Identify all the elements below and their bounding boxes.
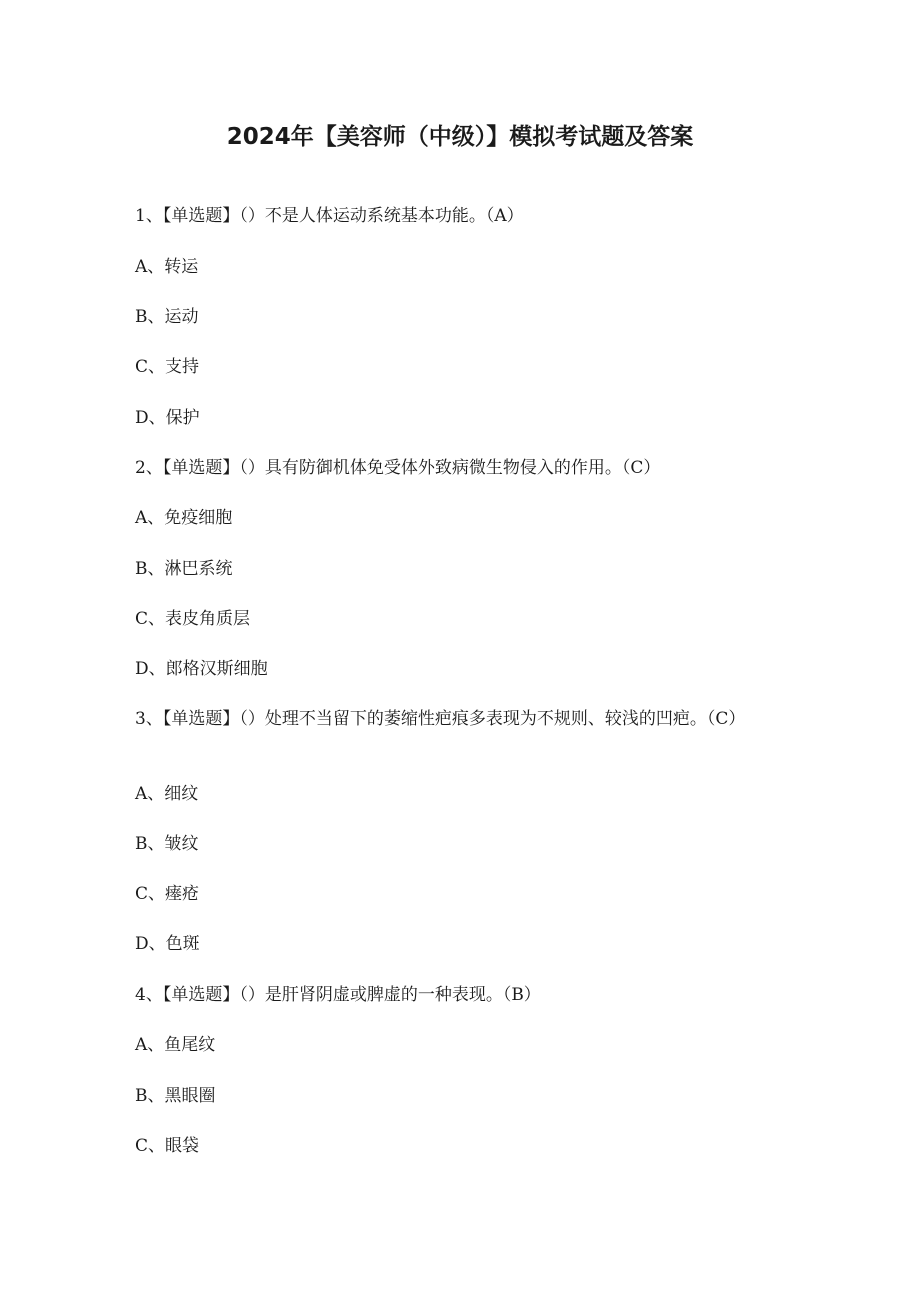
question-1-option-b: B、运动 bbox=[135, 307, 199, 327]
question-2-option-a: A、免疫细胞 bbox=[135, 508, 233, 528]
question-3-stem: 3、【单选题】（）处理不当留下的萎缩性疤痕多表现为不规则、较浅的凹疤。（C） bbox=[135, 709, 746, 729]
question-1-option-a: A、转运 bbox=[135, 257, 199, 277]
document-title: 2024年【美容师（中级）】模拟考试题及答案 bbox=[226, 124, 694, 150]
question-1-option-d: D、保护 bbox=[135, 408, 200, 428]
question-4-option-a: A、鱼尾纹 bbox=[135, 1035, 216, 1055]
question-2-option-d: D、郎格汉斯细胞 bbox=[135, 659, 268, 679]
question-3-option-c: C、瘗疮 bbox=[135, 884, 200, 904]
question-1-stem: 1、【单选题】（）不是人体运动系统基本功能。（A） bbox=[135, 206, 524, 226]
question-4-option-b: B、黑眼圈 bbox=[135, 1086, 216, 1106]
question-2-option-b: B、淋巴系统 bbox=[135, 559, 233, 579]
question-3-option-d: D、色斑 bbox=[135, 934, 200, 954]
question-4-stem: 4、【单选题】（）是肝肾阴虚或脾虚的一种表现。（B） bbox=[135, 985, 541, 1005]
question-3-option-b: B、皱纹 bbox=[135, 834, 199, 854]
question-1-option-c: C、支持 bbox=[135, 357, 200, 377]
question-4-option-c: C、眼袋 bbox=[135, 1136, 200, 1156]
question-3-option-a: A、细纹 bbox=[135, 784, 199, 804]
question-2-stem: 2、【单选题】（）具有防御机体免受体外致病微生物侵入的作用。（C） bbox=[135, 458, 661, 478]
question-2-option-c: C、表皮角质层 bbox=[135, 609, 251, 629]
